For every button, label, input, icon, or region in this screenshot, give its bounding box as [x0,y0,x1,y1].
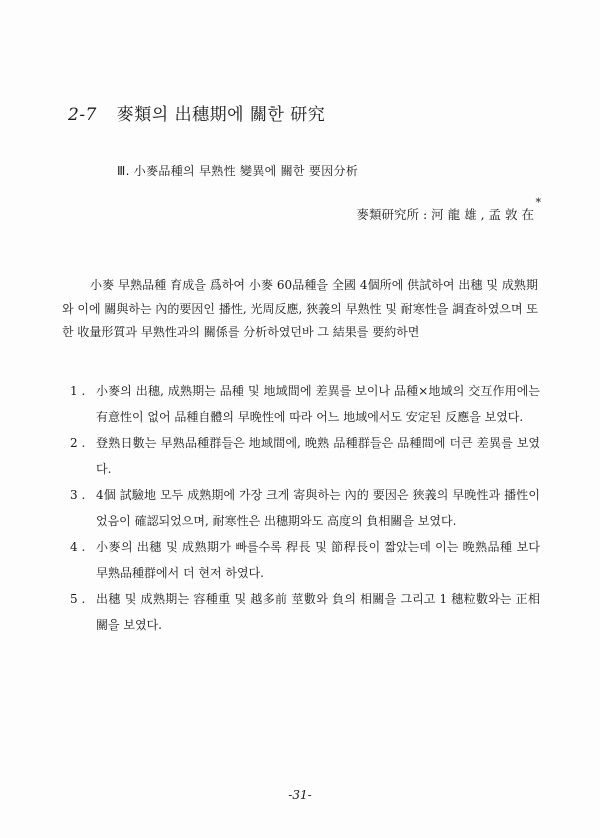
finding-item [62,430,540,482]
finding-text: 4個 試驗地 모두 成熟期에 가장 크게 寄與하는 內的 要因은 狹義의 早晚性과 播性이었음이 確認되었으며, 耐寒性은 出穗期와도 高度의 負相關을 보였다. [96,488,540,528]
finding-item [62,482,540,534]
finding-item [62,378,540,430]
intro-paragraph: 小麥 早熟品種 育成을 爲하여 小麥 60品種을 全國 4個所에 供試하여 出穗 및 成熟期와 이에 關與하는 內的要因인 播性, 光周反應, 狹義의 早熟性 및 耐寒性을 調査하였으며 또한 收量形質과 早熟性과의 關係를 分析하였던바 그 結果를 要約하면 [62,278,538,339]
author-footnote-mark: * [535,196,541,209]
section-heading [68,100,325,125]
findings-list [62,378,540,638]
finding-text: 出穗 및 成熟期는 容種重 및 越多前 莖數와 負의 相關을 그리고 1 穗粒數와는 正相關을 보였다. [96,592,540,632]
paper-subtitle: Ⅲ. 小麥品種의 早熟性 變異에 關한 要因分析 [117,164,359,178]
section-number: 2-7 [68,105,97,125]
finding-number: 2 . [70,436,86,450]
author-line [356,196,541,223]
page-number: -31- [288,788,312,802]
finding-number: 5 . [70,592,86,606]
author-names: 麥類研究所 : 河 龍 雄 , 孟 敦 在 [356,207,534,222]
finding-text: 小麥의 出穗, 成熟期는 品種 및 地域間에 差異를 보이나 品種×地域의 交互作用에는 有意性이 없어 品種自體의 早晚性에 따라 어느 地域에서도 安定된 反應을 보였다. [96,384,540,424]
finding-number: 4 . [70,540,86,554]
finding-item [62,534,540,586]
finding-text: 登熟日數는 早熟品種群들은 地域間에, 晚熟 品種群들은 品種間에 더큰 差異를 보였다. [96,436,540,476]
section-title: 麥類의 出穗期에 關한 研究 [116,105,326,125]
finding-text: 小麥의 出穗 및 成熟期가 빠를수록 稈長 및 節稈長이 짧았는데 이는 晚熟品種 보다 早熟品種群에서 더 현저 하였다. [96,540,540,580]
finding-number: 3 . [70,488,86,502]
finding-number: 1 . [70,384,86,398]
finding-item [62,586,540,638]
